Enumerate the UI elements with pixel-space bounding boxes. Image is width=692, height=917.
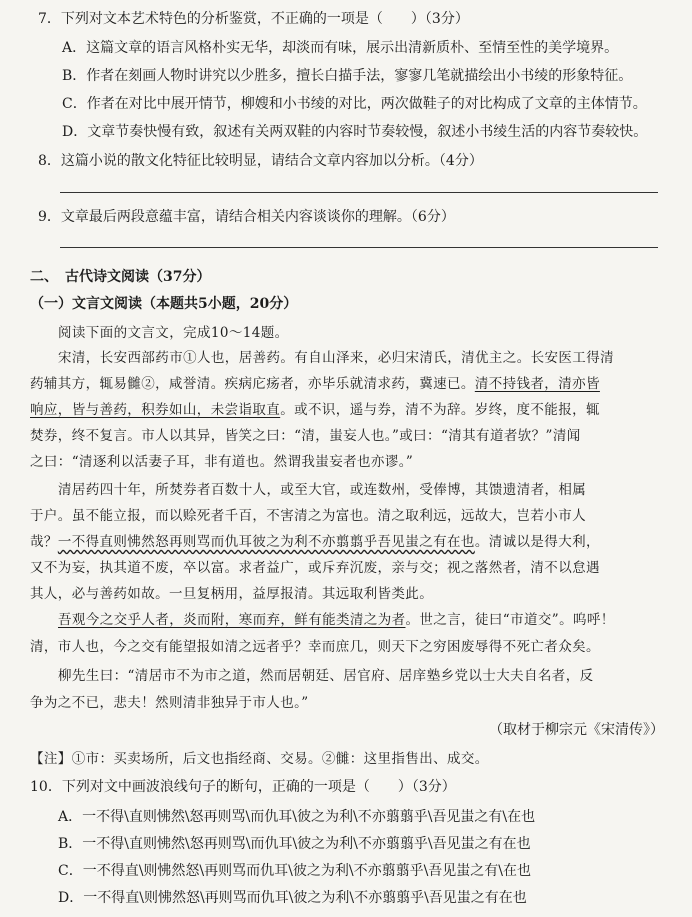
passage-line xyxy=(30,530,692,550)
passage-line: 焚券，终不复言。市人以其异，皆笑之曰：“清，蚩妄人也。”或曰：“清其有道者欤？”清闻 xyxy=(30,428,581,444)
underlined-sentence: 清不持钱者，清亦皆 xyxy=(474,376,600,392)
q10-option-b: B．一不得\直则怫然\怒再则骂\而仇耳\彼之为利\不亦翦翦乎\吾见蚩之有在也 xyxy=(58,836,531,852)
answer-line xyxy=(60,247,658,248)
passage-line: 又不为妄，执其道不废，卒以富。求者益广，或斥弃沉废，亲与交；视之落然者，清不以怠遇 xyxy=(30,560,600,576)
passage-line: 宋清，长安西部药市①人也，居善药。有自山泽来，必归宋清氏，清优主之。长安医工得清 xyxy=(58,350,614,366)
answer-line xyxy=(60,192,658,193)
q7-option-d: D．文章节奏快慢有致，叙述有关两双鞋的内容时节奏较慢，叙述小书绫生活的内容节奏较快。 xyxy=(62,124,648,140)
passage-line xyxy=(58,608,692,628)
passage-text: 。世之言，徒曰“市道交”。呜呼！ xyxy=(405,612,615,628)
passage-line: 清居药四十年，所焚券者百数十人，或至大官，或连数州，受俸博，其馈遗清者，相属 xyxy=(58,482,587,498)
passage-source: （取材于柳宗元《宋清传》） xyxy=(489,722,664,738)
passage-line: 清，市人也，今之交有能望报如清之远者乎？幸而庶几，则天下之穷困废辱得不死亡者众矣。 xyxy=(30,639,600,655)
passage-line xyxy=(30,398,692,418)
passage-text: 药辅其方，辄易雠②，咸誉清。疾病庀疡者，亦毕乐就清求药，冀速已。 xyxy=(30,376,475,392)
wavy-sentence: 一不得直则怫然怒再则骂而仇耳彼之为利不亦翦翦乎吾见蚩之有在也 xyxy=(57,534,475,550)
q7-option-b: B．作者在刻画人物时讲究以少胜多，擅长白描手法，寥寥几笔就描绘出小书绫的形象特征。 xyxy=(62,68,633,84)
reading-intro: 阅读下面的文言文，完成10～14题。 xyxy=(58,325,289,341)
passage-text: 。或不识，遥与券，清不为辞。岁终，度不能报，辄 xyxy=(280,402,600,418)
passage-text: 。清诚以是得大利， xyxy=(474,534,600,550)
passage-text: 哉？ xyxy=(30,534,58,550)
q10-option-a: A．一不得\直则怫然\怒再则骂\而仇耳\彼之为利\不亦翦翦乎\吾见蚩之有\在也 xyxy=(58,809,536,825)
underlined-sentence: 吾观今之交乎人者，炎而附，寒而弃，鲜有能类清之为者 xyxy=(58,612,406,628)
q7-option-c: C．作者在对比中展开情节，柳嫂和小书绫的对比，两次做鞋子的对比构成了文章的主体情节。 xyxy=(62,96,647,112)
passage-line: 之曰：“清逐利以活妻子耳，非有道也。然谓我蚩妄者也亦谬。” xyxy=(30,454,414,470)
passage-line: 柳先生曰：“清居市不为市之道，然而居朝廷、居官府、居庠塾乡党以士大夫自名者，反 xyxy=(58,668,594,684)
q7-option-a: A．这篇文章的语言风格朴实无华，却淡而有味，展示出清新质朴、至情至性的美学境界。 xyxy=(62,40,619,56)
q10-option-d: D．一不得直\则怫然怒\再则骂而仇耳\彼之为利\不亦翦翦乎\吾见蚩之有在也 xyxy=(58,890,527,906)
q10-option-c: C．一不得直\则怫然怒\再则骂而仇耳\彼之为利\不亦翦翦乎\吾见蚩之有\在也 xyxy=(58,863,532,879)
footnote: 【注】①市：买卖场所，后文也指经商、交易。②雠：这里指售出、成交。 xyxy=(30,751,489,767)
q9-stem: 9．文章最后两段意蕴丰富，请结合相关内容谈谈你的理解。（6分） xyxy=(38,209,455,225)
q10-stem: 10．下列对文中画波浪线句子的断句，正确的一项是（ ）（3分） xyxy=(30,779,456,795)
passage-line: 争为之不已，悲夫！然则清非独异于市人也。” xyxy=(30,695,309,711)
passage-line xyxy=(30,372,692,392)
underlined-sentence: 响应，皆与善药，积券如山，未尝诣取直 xyxy=(30,402,281,418)
q7-stem: 7．下列对文本艺术特色的分析鉴赏，不正确的一项是（ ）（3分） xyxy=(38,11,469,27)
passage-line: 其人，必与善药如故。一旦复柄用，益厚报清。其远取利皆类此。 xyxy=(30,586,434,602)
q8-stem: 8．这篇小说的散文化特征比较明显，请结合文章内容加以分析。（4分） xyxy=(38,153,483,169)
passage-line: 于户。虽不能立报，而以赊死者千百，不害清之为富也。清之取利远，远故大，岂若小市人 xyxy=(30,508,586,524)
subsection-heading: （一）文言文阅读（本题共5小题，20分） xyxy=(30,296,298,312)
section-heading: 二、 古代诗文阅读（37分） xyxy=(30,269,211,285)
